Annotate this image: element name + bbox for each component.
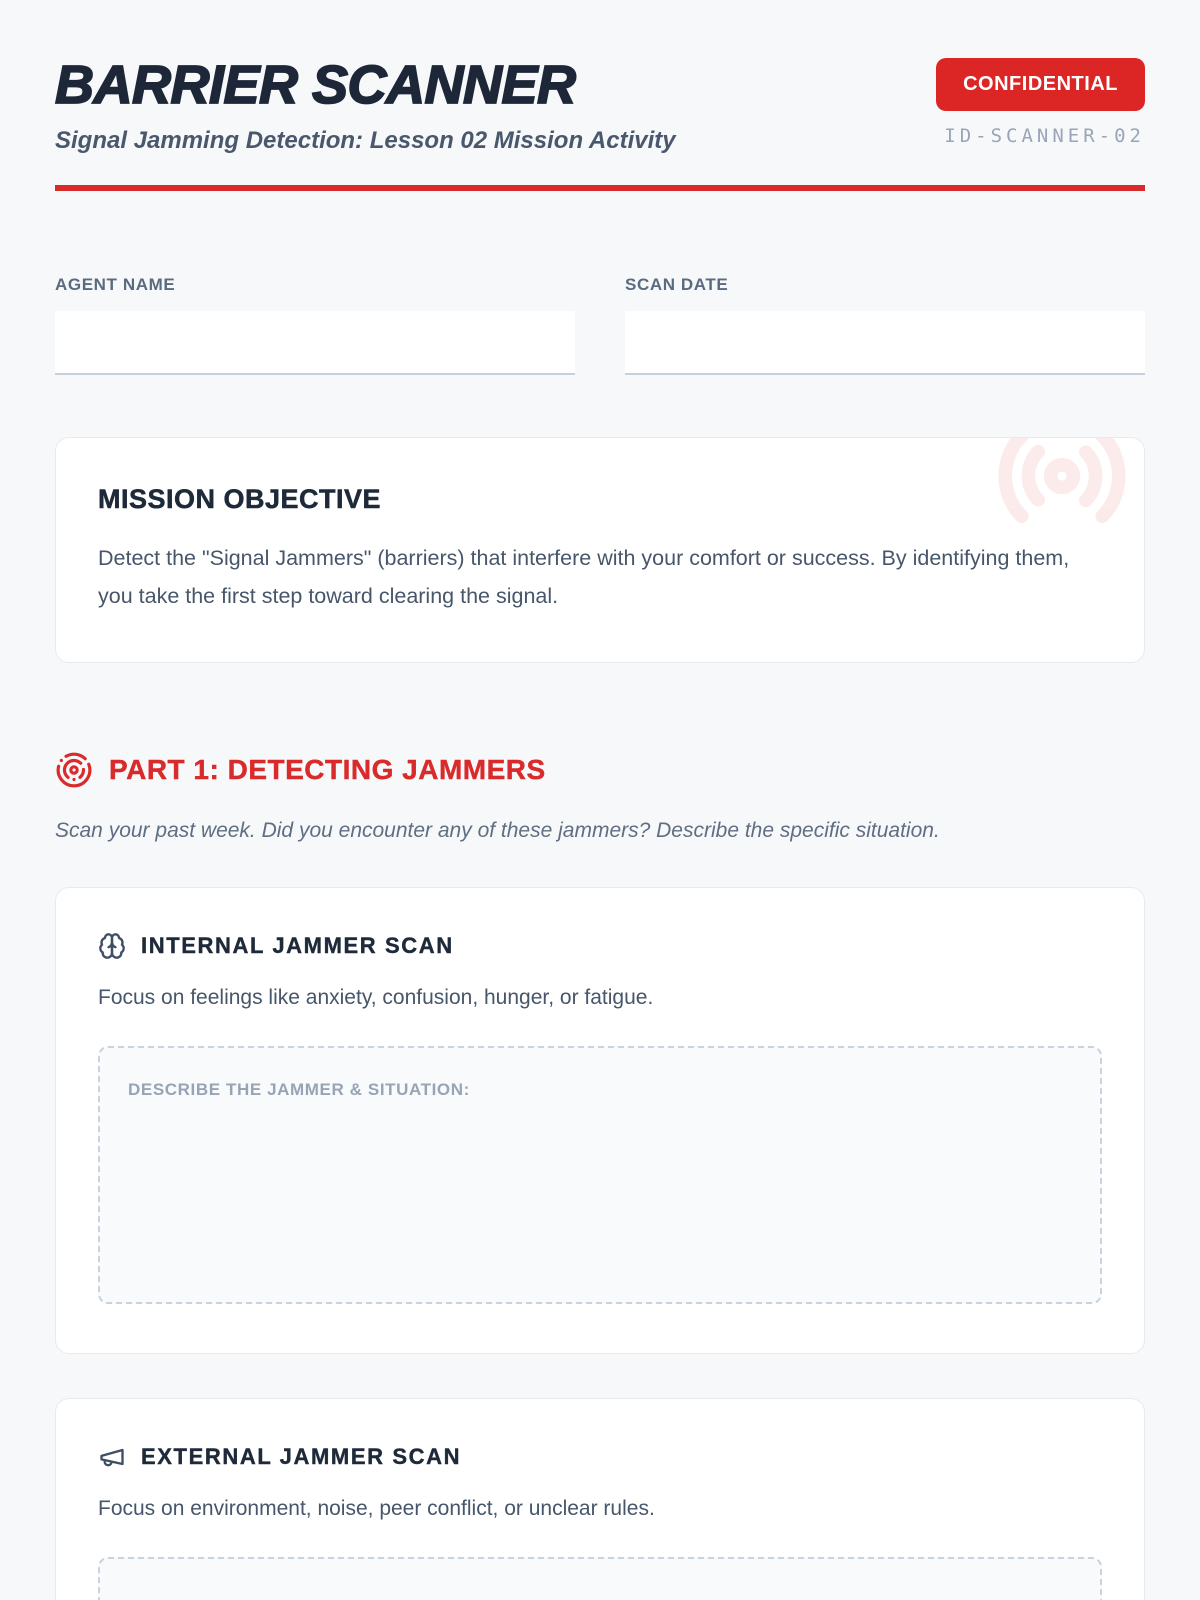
agent-name-label: AGENT NAME bbox=[55, 275, 176, 294]
agent-name-input[interactable] bbox=[55, 311, 575, 375]
header bbox=[55, 55, 1145, 155]
confidential-badge: CONFIDENTIAL bbox=[936, 58, 1145, 111]
external-jammer-scan-card bbox=[55, 1398, 1145, 1600]
brain-icon bbox=[98, 932, 126, 960]
scan-date-field-group bbox=[625, 275, 1145, 375]
internal-scan-textarea[interactable] bbox=[98, 1046, 1102, 1304]
megaphone-icon bbox=[98, 1443, 126, 1471]
scan-date-label: SCAN DATE bbox=[625, 275, 729, 294]
header-divider bbox=[55, 185, 1145, 191]
part1-title: PART 1: DETECTING JAMMERS bbox=[109, 753, 546, 785]
external-scan-textarea[interactable] bbox=[98, 1557, 1102, 1600]
external-scan-description: Focus on environment, noise, peer conflict, or unclear rules. bbox=[98, 1496, 655, 1520]
page-title: BARRIER SCANNER bbox=[55, 55, 576, 115]
title-block bbox=[55, 55, 676, 155]
page-subtitle: Signal Jamming Detection: Lesson 02 Mission Activity bbox=[55, 127, 676, 154]
internal-scan-title: INTERNAL JAMMER SCAN bbox=[141, 932, 454, 958]
internal-scan-description: Focus on feelings like anxiety, confusion, hunger, or fatigue. bbox=[98, 985, 654, 1009]
mission-objective-card bbox=[55, 437, 1145, 663]
part1-header bbox=[55, 751, 1145, 789]
radar-icon bbox=[55, 751, 93, 789]
document-id: ID-SCANNER-02 bbox=[944, 125, 1145, 147]
scan-date-input[interactable] bbox=[625, 311, 1145, 375]
mission-objective-body: Detect the "Signal Jammers" (barriers) that interfere with your comfort or success. By identifying them, you take the first step toward clearing the signal. bbox=[98, 546, 1070, 609]
external-scan-header bbox=[98, 1443, 1102, 1471]
part1-instruction: Scan your past week. Did you encounter any of these jammers? Describe the specific situation. bbox=[55, 818, 940, 842]
header-right bbox=[936, 58, 1145, 147]
agent-fields bbox=[55, 275, 1145, 375]
external-scan-title: EXTERNAL JAMMER SCAN bbox=[141, 1443, 462, 1469]
mission-objective-title: MISSION OBJECTIVE bbox=[98, 484, 382, 514]
agent-name-field-group bbox=[55, 275, 575, 375]
internal-scan-header bbox=[98, 932, 1102, 960]
internal-jammer-scan-card bbox=[55, 887, 1145, 1354]
